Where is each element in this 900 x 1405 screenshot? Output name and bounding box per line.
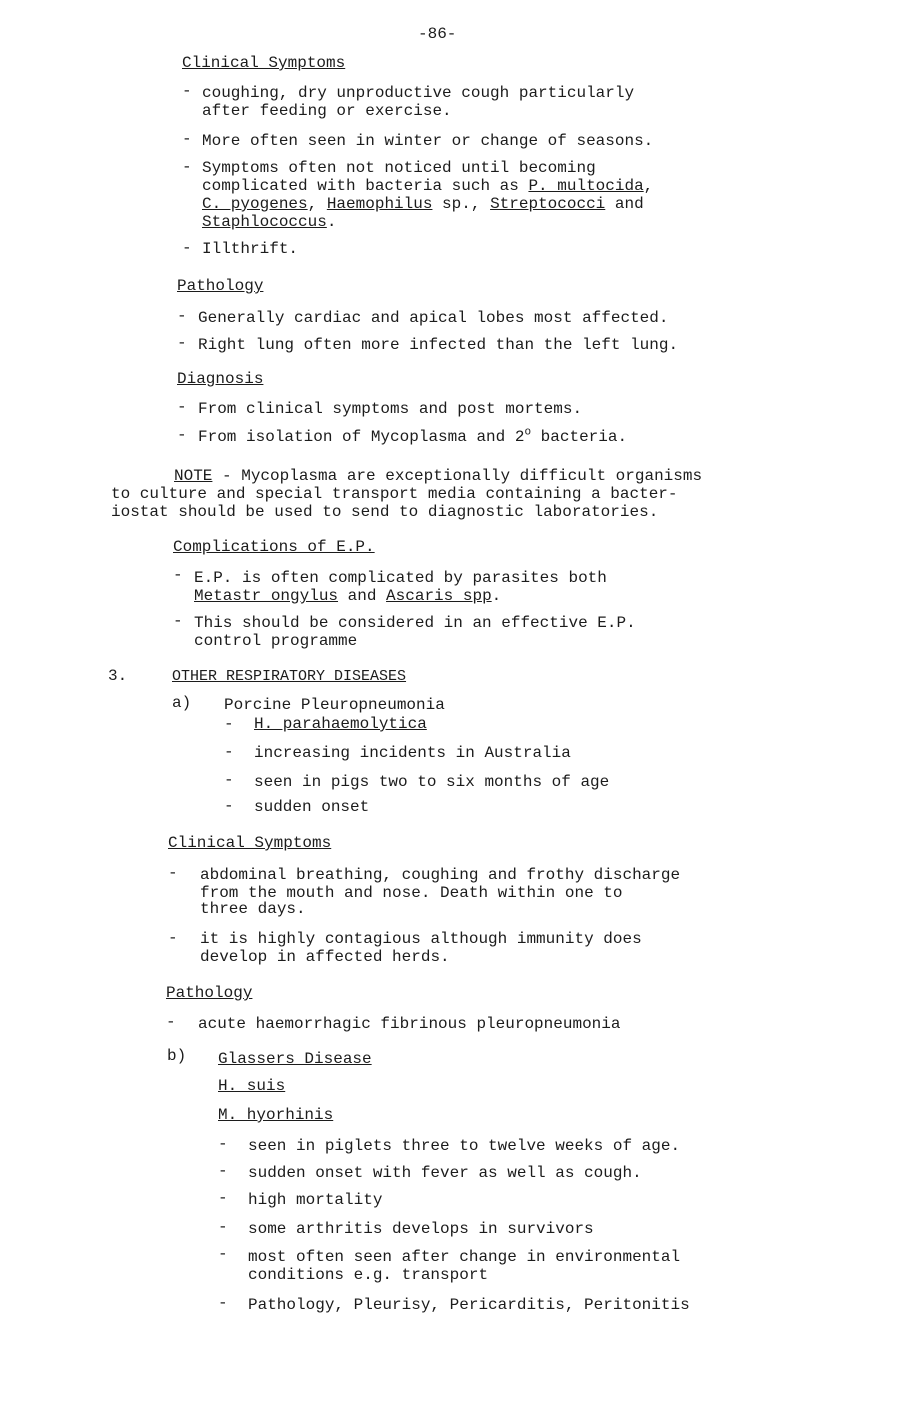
- page-number: -86-: [418, 25, 457, 43]
- organism-name: M. hyorhinis: [218, 1106, 334, 1124]
- subsection-label-a: a): [172, 694, 192, 712]
- subsection-title: Porcine Pleuropneumonia: [224, 696, 445, 714]
- section-heading-diagnosis: Diagnosis: [177, 370, 264, 388]
- section-heading-pathology: Pathology: [177, 277, 264, 295]
- section-heading-clinical-symptoms: Clinical Symptoms: [182, 54, 346, 72]
- organism-name: H. suis: [218, 1077, 286, 1095]
- subsection-title: Glassers Disease: [218, 1050, 372, 1068]
- section-heading-pathology-2: Pathology: [166, 984, 253, 1002]
- subsection-label-b: b): [167, 1047, 187, 1065]
- section-heading-clinical-symptoms-2: Clinical Symptoms: [168, 834, 332, 852]
- section-heading-complications: Complications of E.P.: [173, 538, 375, 556]
- section-heading-other-respiratory: OTHER RESPIRATORY DISEASES: [172, 668, 407, 685]
- section-number: 3.: [108, 667, 128, 685]
